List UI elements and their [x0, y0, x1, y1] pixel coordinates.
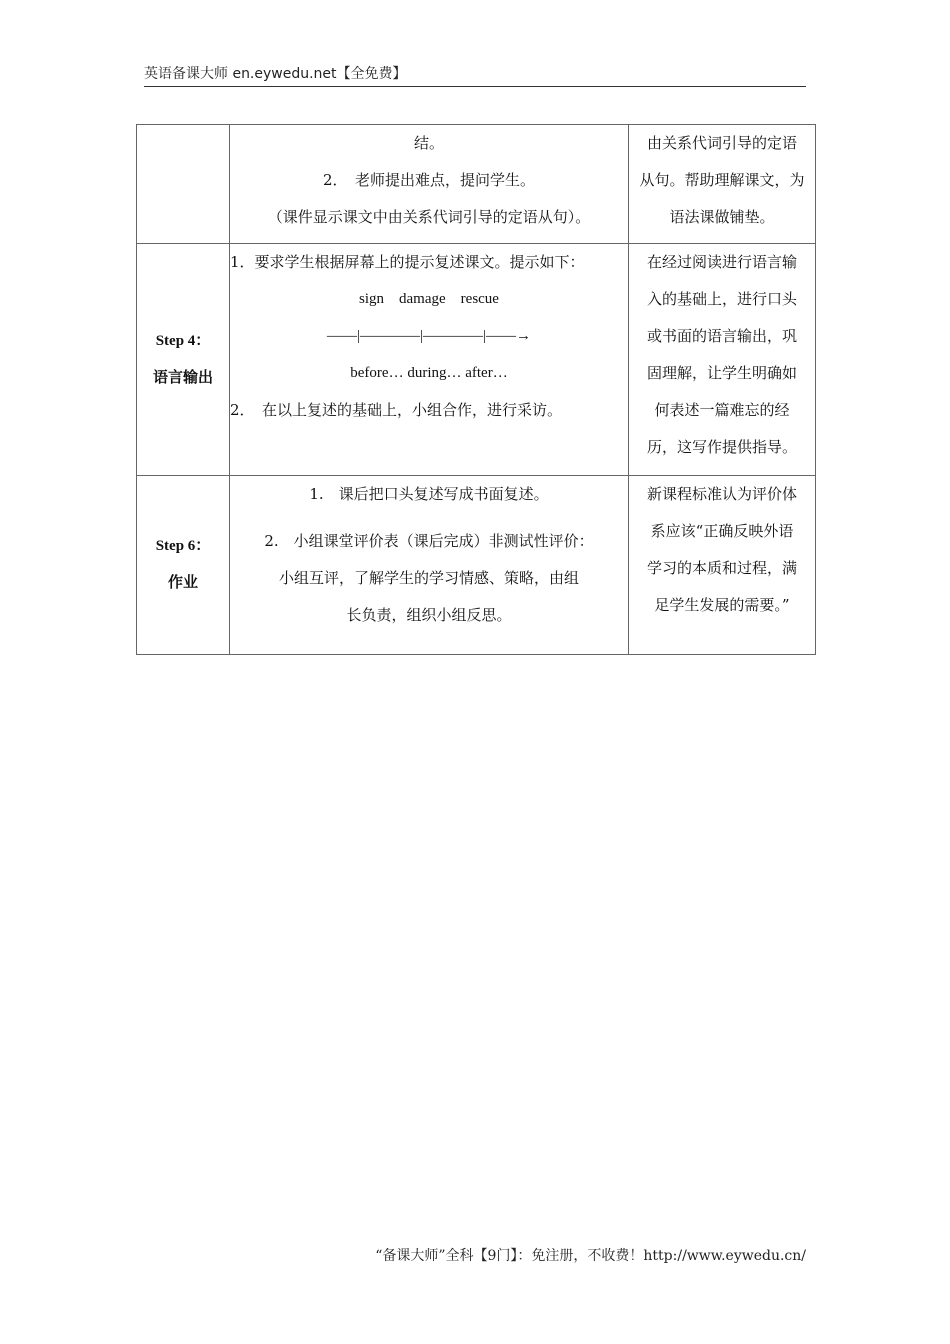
step-title: 语言输出: [152, 369, 213, 386]
step-cell: [137, 125, 230, 244]
purpose-line: 或书面的语言输出，巩: [646, 327, 797, 345]
retell-keywords: sign damage rescue: [359, 291, 499, 307]
table-row: [137, 476, 816, 655]
purpose-line: 语法课做铺垫。: [669, 208, 775, 226]
purpose-cell: [629, 244, 816, 476]
purpose-line: 系应该“正确反映外语: [650, 522, 794, 540]
page-header: 英语备课大师 en.eywedu.net【全免费】: [144, 64, 806, 87]
purpose-line: 新课程标准认为评价体: [646, 485, 797, 503]
activity-line: 长负责，组织小组反思。: [346, 606, 512, 624]
activity-line: 小组互评，了解学生的学习情感、策略，由组: [278, 569, 579, 587]
step-cell: [137, 244, 230, 476]
purpose-line: 由关系代词引导的定语: [646, 134, 797, 152]
step-title: 作业: [167, 575, 198, 591]
purpose-cell: [629, 476, 816, 655]
activity-cell: [230, 476, 629, 655]
activity-cell: [230, 125, 629, 244]
activity-line: （课件显示课文中由关系代词引导的定语从句）。: [267, 208, 591, 226]
step-label: Step 6：: [155, 538, 211, 554]
activity-line: 2． 在以上复述的基础上，小组合作，进行采访。: [230, 401, 563, 419]
lesson-plan-table: [136, 124, 816, 655]
retell-timeline: ——|————|————|——→: [326, 328, 531, 344]
activity-cell: [230, 244, 629, 476]
table-row: [137, 244, 816, 476]
purpose-line: 从句。帮助理解课文，为: [639, 171, 805, 189]
page-footer: “备课大师”全科【9门】：免注册，不收费！http://www.eywedu.cn/: [375, 1248, 806, 1264]
purpose-line: 足学生发展的需要。”: [654, 596, 790, 614]
purpose-line: 入的基础上，进行口头: [646, 290, 797, 308]
activity-line: 2. 小组课堂评价表（课后完成）非测试性评价：: [264, 532, 594, 550]
step-label: Step 4：: [155, 332, 211, 349]
activity-line: 1．要求学生根据屏幕上的提示复述课文。提示如下：: [230, 253, 585, 271]
retell-stages: before… during… after…: [350, 365, 508, 381]
purpose-line: 在经过阅读进行语言输: [646, 253, 797, 271]
purpose-line: 历，这写作提供指导。: [646, 438, 797, 456]
table-row: [137, 125, 816, 244]
purpose-line: 固理解，让学生明确如: [646, 364, 797, 382]
purpose-line: 学习的本质和过程，满: [646, 559, 797, 577]
activity-line: 2． 老师提出难点，提问学生。: [322, 171, 536, 189]
activity-line: 1. 课后把口头复述写成书面复述。: [309, 485, 549, 503]
purpose-cell: [629, 125, 816, 244]
step-cell: [137, 476, 230, 655]
activity-line: 结。: [413, 134, 444, 152]
purpose-line: 何表述一篇难忘的经: [654, 401, 790, 419]
